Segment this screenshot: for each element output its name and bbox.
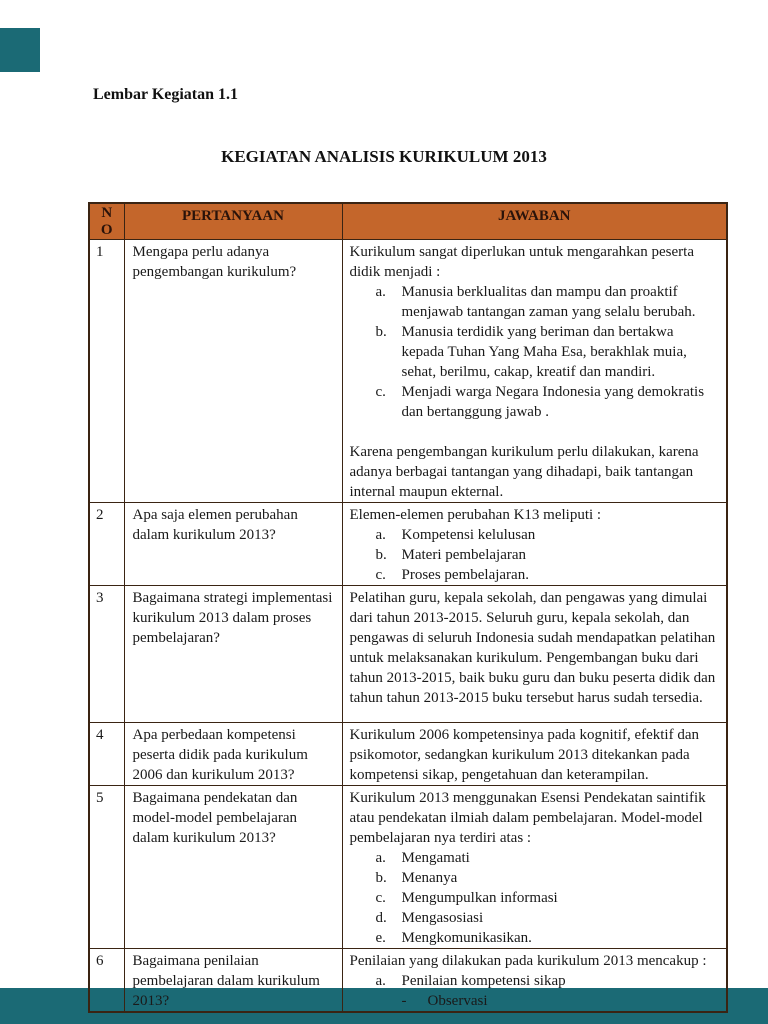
- list-marker: -: [401, 993, 407, 1009]
- header-row: [89, 203, 727, 240]
- list-text: Mengkomunikasikan.: [401, 930, 532, 946]
- answer-list-item: [350, 848, 720, 868]
- answer-cell: [342, 240, 727, 503]
- table-row: [89, 240, 727, 503]
- list-text: Mengumpulkan informasi: [401, 890, 558, 906]
- list-marker: b.: [375, 547, 387, 563]
- answer-list-item: [350, 888, 720, 908]
- list-marker: a.: [375, 527, 386, 543]
- answer-list-item: [350, 991, 720, 1011]
- answer-list-item: [350, 545, 720, 565]
- list-marker: a.: [375, 284, 386, 300]
- page-corner-accent: [0, 28, 40, 72]
- answer-list-item: [350, 525, 720, 545]
- header-question: PERTANYAAN: [124, 203, 342, 240]
- answer-list-item: [350, 971, 720, 991]
- table-row: [89, 786, 727, 949]
- list-marker: a.: [375, 850, 386, 866]
- answer-paragraph: Kurikulum sangat diperlukan untuk mengarahkan peserta didik menjadi :: [349, 244, 694, 280]
- list-marker: c.: [375, 567, 386, 583]
- answer-list-item: [350, 868, 720, 888]
- answer-list-item: [350, 565, 720, 585]
- list-text: Mengasosiasi: [401, 910, 484, 926]
- answer-cell: [342, 786, 727, 949]
- list-text: Observasi: [427, 993, 488, 1009]
- question-cell: Apa perbedaan kompetensi peserta didik pada kurikulum 2006 dan kurikulum 2013?: [124, 723, 342, 786]
- answer-spacer: [350, 422, 720, 442]
- answer-list-item: [350, 322, 720, 382]
- header-no: [89, 203, 124, 240]
- list-text: Kompetensi kelulusan: [401, 527, 536, 543]
- list-text: Menanya: [401, 870, 458, 886]
- list-marker: b.: [375, 870, 387, 886]
- table-row: [89, 949, 727, 1013]
- table-body: [89, 240, 727, 1013]
- row-number-cell: 6: [89, 949, 124, 1013]
- answer-paragraph: Pelatihan guru, kepala sekolah, dan pengawas yang dimulai dari tahun 2013-2015. Seluruh guru, kepala sekolah, dan pengawas di seluruh Indonesia sudah mendapatkan pelatihan untuk melaksanakan kurikulum. Pengembangan buku dari tahun 2013-2015, baik buku guru dan buku peserta didik dan tahun tahun 2013-2015 buku tersebut harus sudah tersedia.: [349, 590, 716, 706]
- answer-cell: [342, 949, 727, 1013]
- list-marker: a.: [375, 973, 386, 989]
- answer-list-item: [350, 928, 720, 948]
- table-row: [89, 586, 727, 723]
- worksheet-heading: Lembar Kegiatan 1.1: [93, 86, 239, 103]
- row-number-cell: 4: [89, 723, 124, 786]
- list-marker: d.: [375, 910, 387, 926]
- list-text: Penilaian kompetensi sikap: [401, 973, 566, 989]
- answer-paragraph: Elemen-elemen perubahan K13 meliputi :: [349, 507, 602, 523]
- table-row: [89, 503, 727, 586]
- list-text: Manusia berklualitas dan mampu dan proaktif menjawab tantangan zaman yang selalu berubah.: [401, 284, 696, 320]
- list-marker: c.: [375, 384, 386, 400]
- row-number-cell: 3: [89, 586, 124, 723]
- question-cell: Mengapa perlu adanya pengembangan kurikulum?: [124, 240, 342, 503]
- answer-cell: [342, 503, 727, 586]
- question-cell: Bagaimana penilaian pembelajaran dalam kurikulum 2013?: [124, 949, 342, 1013]
- question-cell: Bagaimana pendekatan dan model-model pembelajaran dalam kurikulum 2013?: [124, 786, 342, 949]
- question-cell: Bagaimana strategi implementasi kurikulum 2013 dalam proses pembelajaran?: [124, 586, 342, 723]
- answer-list-item: [350, 282, 720, 322]
- answer-paragraph: Karena pengembangan kurikulum perlu dilakukan, karena adanya berbagai tantangan yang dihadapi, baik tantangan internal maupun ekternal.: [349, 444, 699, 500]
- list-text: Manusia terdidik yang beriman dan bertakwa kepada Tuhan Yang Maha Esa, berakhlak muia, sehat, berilmu, cakap, kreatif dan mandiri.: [401, 324, 687, 380]
- answer-cell: [342, 723, 727, 786]
- page-title: KEGIATAN ANALISIS KURIKULUM 2013: [221, 147, 547, 166]
- answer-list-item: [350, 382, 720, 422]
- header-no-line2: O: [100, 222, 113, 238]
- qa-table: [88, 202, 728, 1013]
- header-answer: JAWABAN: [342, 203, 727, 240]
- row-number-cell: 5: [89, 786, 124, 949]
- answer-cell: [342, 586, 727, 723]
- row-number-cell: 1: [89, 240, 124, 503]
- header-no-line1: N: [101, 205, 113, 221]
- list-text: Materi pembelajaran: [401, 547, 527, 563]
- list-marker: e.: [375, 930, 386, 946]
- list-marker: b.: [375, 324, 387, 340]
- row-number-cell: 2: [89, 503, 124, 586]
- table-row: [89, 723, 727, 786]
- question-cell: Apa saja elemen perubahan dalam kurikulum 2013?: [124, 503, 342, 586]
- answer-list-item: [350, 908, 720, 928]
- answer-paragraph: Penilaian yang dilakukan pada kurikulum 2013 mencakup :: [349, 953, 707, 969]
- list-text: Mengamati: [401, 850, 470, 866]
- list-text: Proses pembelajaran.: [401, 567, 529, 583]
- list-marker: c.: [375, 890, 386, 906]
- list-text: Menjadi warga Negara Indonesia yang demokratis dan bertanggung jawab .: [401, 384, 705, 420]
- table-header: [89, 203, 727, 240]
- answer-paragraph: Kurikulum 2013 menggunakan Esensi Pendekatan saintifik atau pendekatan ilmiah dalam pembelajaran. Model-model pembelajaran nya terdiri atas :: [349, 790, 706, 846]
- answer-paragraph: Kurikulum 2006 kompetensinya pada kognitif, efektif dan psikomotor, sedangkan kurikulum 2013 ditekankan pada kompetensi sikap, pengetahuan dan keterampilan.: [349, 727, 700, 783]
